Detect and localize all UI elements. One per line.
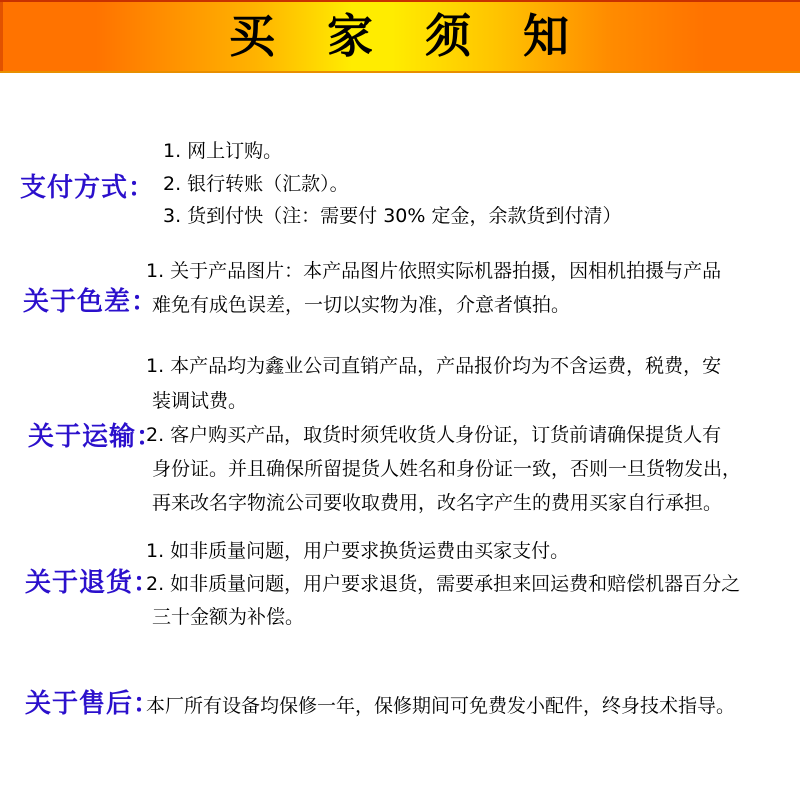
payment-line: 3. 货到付快（注：需要付 30% 定金，余款货到付清） bbox=[163, 205, 622, 227]
shipping-line: 2. 客户购买产品，取货时须凭收货人身份证，订货前请确保提货人有 bbox=[146, 424, 722, 446]
return-line: 1. 如非质量问题，用户要求换货运费由买家支付。 bbox=[146, 540, 570, 562]
return-line: 三十金额为补偿。 bbox=[152, 606, 305, 628]
section-label-payment: 支付方式： bbox=[20, 173, 156, 203]
page-title: 买 家 须 知 bbox=[228, 9, 572, 63]
header-banner bbox=[0, 0, 800, 73]
color-difference-line: 难免有成色误差，一切以实物为准，介意者慎拍。 bbox=[152, 294, 571, 316]
after-sale-line: 本厂所有设备均保修一年，保修期间可免费发小配件，终身技术指导。 bbox=[146, 695, 736, 717]
shipping-line: 装调试费。 bbox=[152, 390, 248, 412]
return-line: 2. 如非质量问题，用户要求退货，需要承担来回运费和赔偿机器百分之 bbox=[146, 573, 741, 595]
shipping-line: 再来改名字物流公司要收取费用，改名字产生的费用买家自行承担。 bbox=[152, 492, 723, 514]
section-label-color-difference: 关于色差： bbox=[23, 287, 159, 317]
section-label-return: 关于退货： bbox=[25, 568, 161, 598]
section-label-shipping: 关于运输： bbox=[28, 422, 164, 452]
shipping-line: 身份证。并且确保所留提货人姓名和身份证一致，否则一旦货物发出， bbox=[152, 458, 742, 480]
color-difference-line: 1. 关于产品图片：本产品图片依照实际机器拍摄，因相机拍摄与产品 bbox=[146, 260, 722, 282]
payment-line: 2. 银行转账（汇款）。 bbox=[163, 173, 349, 195]
payment-line: 1. 网上订购。 bbox=[163, 140, 283, 162]
shipping-line: 1. 本产品均为鑫业公司直销产品，产品报价均为不含运费，税费，安 bbox=[146, 355, 722, 377]
section-label-after-sale: 关于售后： bbox=[25, 689, 161, 719]
